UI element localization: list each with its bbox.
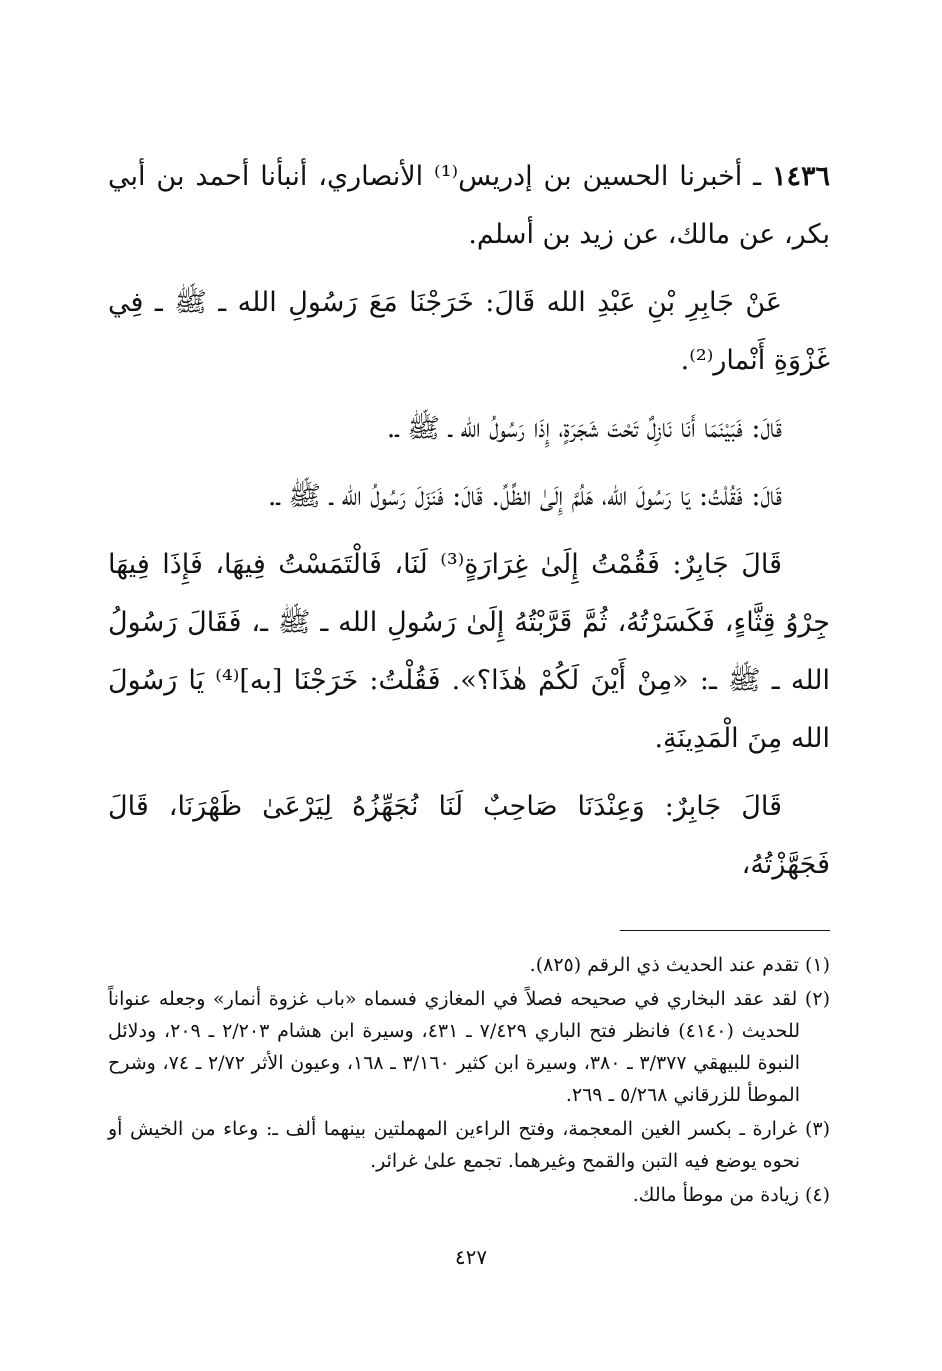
hadith-paragraph: قَالَ: فَقُلْتُ: يَا رَسُولَ الله، هَلُمَّ إِلَىٰ الظِّلِّ. قَالَ: فَنَزَلَ رَسُولُ الله ـ ﷺ ـ. bbox=[267, 481, 782, 512]
page-body bbox=[108, 148, 830, 1213]
hadith-text bbox=[108, 148, 830, 894]
footnote: (٤) زيادة من موطأ مالك. bbox=[632, 1184, 830, 1206]
footnote-divider-wrap bbox=[108, 904, 830, 949]
hadith-paragraph: عَنْ جَابِرِ بْنِ عَبْدِ الله قَالَ: خَرَجْنَا مَعَ رَسُولِ الله ـ ﷺ ـ فِي غَزْوَةِ أَنْمار⁽²⁾. bbox=[108, 287, 830, 376]
footnotes bbox=[108, 949, 830, 1211]
hadith-paragraph: قَالَ: فَبَيْنَمَا أَنَا نَازِلٌ تَحْتَ شَجَرَةٍ، إِذَا رَسُولُ الله ـ ﷺ ـ. bbox=[386, 413, 782, 444]
footnote: (١) تقدم عند الحديث ذي الرقم (٨٢٥). bbox=[529, 954, 830, 976]
hadith-paragraph: قَالَ جَابِرٌ: فَقُمْتُ إِلَىٰ غِرَارَةٍ⁽³⁾ لَنَا، فَالْتَمَسْتُ فِيهَا، فَإِذَا فِيهَا جِرْوُ قِثَّاءٍ، فَكَسَرْتُهُ، ثُمَّ قَرَّبْتُهُ إِلَىٰ رَسُولِ الله ـ ﷺ ـ، فَقَالَ رَسُولُ الله ـ ﷺ ـ: «مِنْ أَيْنَ لَكُمْ هٰذَا؟». فَقُلْتُ: خَرَجْنَا [به]⁽⁴⁾ يَا رَسُولَ الله مِنَ الْمَدِينَةِ. bbox=[108, 549, 831, 754]
hadith-isnad bbox=[108, 148, 830, 264]
footnote: (٢) لقد عقد البخاري في صحيحه فصلاً في المغازي فسماه «باب غزوة أنمار» وجعله عنواناً للحديث (٤١٤٠) فانظر فتح الباري ٧/٤٢٩ ـ ٤٣١، وسيرة ابن هشام ٢/٢٠٣ ـ ٢٠٩، ودلائل النبوة للبيهقي ٣/٣٧٧ ـ ٣٨٠، وسيرة ابن كثير ٣/١٦٠ ـ ١٦٨، وعيون الأثر ٢/٧٢ ـ ٧٤، وشرح الموطأ للزرقاني ٥/٢٦٨ ـ ٢٦٩. bbox=[108, 988, 830, 1106]
hadith-number: ١٤٣٦ bbox=[771, 161, 830, 192]
footnote-divider bbox=[620, 930, 830, 931]
isnad-text: ـ أخبرنا الحسين بن إدريس⁽¹⁾ الأنصاري، أنبأنا أحمد بن أبي بكر، عن مالك، عن زيد بن أسلم. bbox=[108, 161, 830, 250]
hadith-paragraph: قَالَ جَابِرٌ: وَعِنْدَنَا صَاحِبٌ لَنَا نُجَهِّزُهُ لِيَرْعَىٰ ظَهْرَنَا، قَالَ فَجَهَّزْتُهُ، bbox=[108, 791, 830, 880]
footnote: (٣) غرارة ـ بكسر الغين المعجمة، وفتح الراءين المهملتين بينهما ألف ـ: وعاء من الخيش أو نحوه يوضع فيه التبن والقمح وغيرهما. تجمع علىٰ غرائر. bbox=[108, 1118, 830, 1172]
page-number: ٤٢٧ bbox=[454, 1245, 488, 1269]
